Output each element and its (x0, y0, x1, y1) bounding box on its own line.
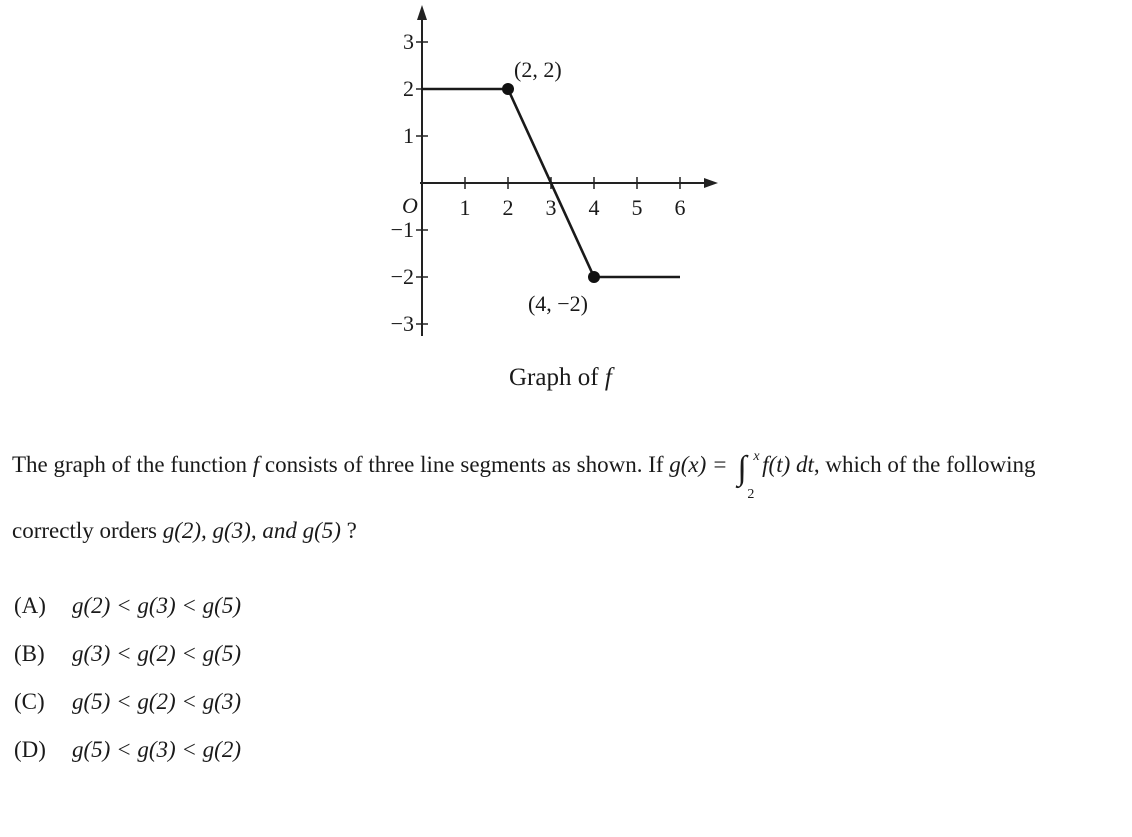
stem-g-list: g(2), g(3), and g(5) (162, 518, 341, 543)
choice-letter: (A) (14, 593, 46, 618)
choice-text: g(2) < g(3) < g(5) (72, 593, 241, 618)
series-point (502, 83, 514, 95)
choice-letter: (D) (14, 737, 46, 762)
y-tick-label: −1 (390, 217, 414, 242)
y-tick-label: −2 (390, 264, 414, 289)
x-tick-label: 3 (545, 195, 557, 220)
question-stem (12, 434, 1112, 562)
choice-a[interactable] (14, 582, 241, 630)
integral-lower: 2 (747, 487, 755, 502)
choice-c[interactable] (14, 678, 241, 726)
graph-caption (509, 364, 612, 392)
choice-text: g(5) < g(2) < g(3) (72, 689, 241, 714)
x-tick-label: 5 (631, 195, 643, 220)
origin-label: O (402, 193, 418, 218)
point-label: (2, 2) (514, 57, 562, 82)
stem-part4: ? (340, 518, 357, 543)
y-axis-arrow (417, 5, 427, 20)
x-tick-label: 1 (459, 195, 471, 220)
choice-letter: (C) (14, 689, 45, 714)
axes (417, 5, 718, 336)
x-tick-label: 4 (588, 195, 600, 220)
y-tick-label: −3 (390, 311, 414, 336)
y-tick-label: 3 (403, 29, 414, 54)
choice-b[interactable] (14, 630, 241, 678)
x-tick-label: 6 (674, 195, 686, 220)
caption-fn: f (604, 364, 612, 391)
stem-integrand: f(t) dt (762, 452, 814, 477)
stem-part1: The graph of the function (12, 452, 253, 477)
point-label: (4, −2) (527, 291, 588, 316)
stem-g-def: g(x) = (669, 452, 734, 477)
caption-prefix: Graph of (509, 364, 605, 391)
choice-letter: (B) (14, 641, 45, 666)
stem-part3: , which of the following correctly orders (12, 452, 1036, 543)
integral-upper: x (753, 449, 760, 464)
choice-d[interactable] (14, 726, 241, 774)
y-tick-label: 2 (403, 76, 414, 101)
integral-sign: ∫ x 2 (737, 438, 746, 500)
answer-choices (14, 582, 241, 774)
stem-fn: f (252, 452, 260, 477)
choice-text: g(3) < g(2) < g(5) (72, 641, 241, 666)
series-point (588, 271, 600, 283)
stem-part2: consists of three line segments as shown. If (259, 452, 670, 477)
function-graph (0, 0, 1132, 360)
x-tick-label: 2 (502, 195, 514, 220)
y-tick-label: 1 (403, 123, 414, 148)
choice-text: g(5) < g(3) < g(2) (72, 737, 241, 762)
x-axis-arrow (704, 178, 718, 188)
